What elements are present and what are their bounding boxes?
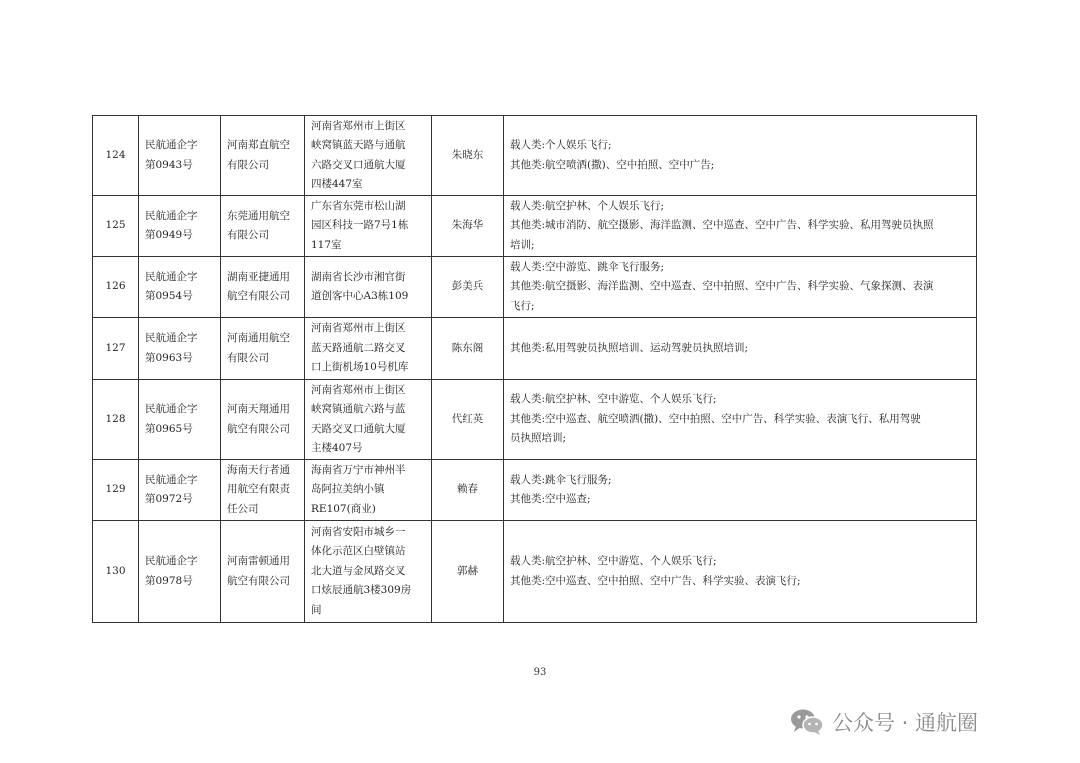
license-line: 民航通企字 <box>145 473 198 486</box>
address-cell <box>305 196 432 257</box>
company-cell <box>221 257 305 318</box>
license-line: 第0978号 <box>145 574 193 587</box>
license-cell <box>139 116 221 196</box>
address-line: 六路交叉口通航大厦 <box>311 158 406 171</box>
company-cell <box>221 318 305 380</box>
wechat-icon <box>790 708 824 736</box>
address-line: 口炫辰通航3楼309房 <box>311 584 412 597</box>
company-line: 河南通用航空 <box>227 332 290 344</box>
license-cell <box>139 318 221 380</box>
address-line: 广东省东莞市松山湖 <box>311 199 406 212</box>
address-line: 河南省郑州市上街区 <box>311 383 406 396</box>
license-line: 第0954号 <box>145 290 193 302</box>
scope-line: 其他类:城市消防、航空摄影、海洋监测、空中巡查、空中广告、科学实验、私用驾驶员执照 <box>510 219 934 232</box>
company-cell <box>221 196 305 257</box>
scope-line: 飞行; <box>510 299 535 312</box>
company-line: 海南天行者通 <box>227 463 290 476</box>
company-line: 湖南亚捷通用 <box>227 270 290 283</box>
company-line: 任公司 <box>227 502 259 515</box>
representative-cell: 朱晓东 <box>432 116 504 196</box>
company-line: 有限公司 <box>227 158 269 171</box>
table-row <box>93 460 977 521</box>
license-line: 民航通企字 <box>145 555 198 567</box>
address-line: 体化示范区白壁镇站 <box>311 545 406 558</box>
address-cell <box>305 521 432 623</box>
address-line: 天路交叉口通航大厦 <box>311 422 406 435</box>
license-line: 民航通企字 <box>145 403 198 415</box>
license-line: 第0949号 <box>145 229 193 241</box>
representative-cell: 代红英 <box>432 380 504 460</box>
license-line: 第0965号 <box>145 422 193 435</box>
row-number-cell: 130 <box>93 521 139 623</box>
company-cell <box>221 521 305 623</box>
watermark <box>790 706 978 738</box>
representative-cell: 郭赫 <box>432 521 504 623</box>
registry-table-body <box>93 116 977 623</box>
scope-line: 其他类:私用驾驶员执照培训、运动驾驶员执照培训; <box>510 341 749 354</box>
scope-line: 培训; <box>510 238 535 251</box>
scope-cell <box>504 380 977 460</box>
address-line: RE107(商业) <box>311 502 376 515</box>
address-cell <box>305 116 432 196</box>
license-line: 第0972号 <box>145 493 193 505</box>
row-number-cell: 126 <box>93 257 139 318</box>
address-line: 间 <box>311 603 322 616</box>
company-line: 河南郑直航空 <box>227 139 290 151</box>
address-cell <box>305 460 432 521</box>
company-line: 有限公司 <box>227 229 269 241</box>
scope-cell <box>504 116 977 196</box>
scope-line: 载人类:个人娱乐飞行; <box>510 139 612 151</box>
company-cell <box>221 116 305 196</box>
license-line: 民航通企字 <box>145 332 198 344</box>
address-line: 蓝天路通航二路交叉 <box>311 341 406 354</box>
address-line: 河南省郑州市上街区 <box>311 119 406 132</box>
address-cell <box>305 318 432 380</box>
license-line: 民航通企字 <box>145 209 198 222</box>
license-cell <box>139 380 221 460</box>
address-line: 北大道与金凤路交叉 <box>311 564 406 577</box>
license-line: 民航通企字 <box>145 270 198 283</box>
license-line: 第0943号 <box>145 158 193 171</box>
row-number-cell: 124 <box>93 116 139 196</box>
address-line: 道创客中心A3栋109 <box>311 290 409 302</box>
table-row <box>93 196 977 257</box>
watermark-text: 公众号 · 通航圈 <box>832 711 979 735</box>
company-line: 航空有限公司 <box>227 290 290 302</box>
scope-line: 其他类:空中巡查; <box>510 493 591 505</box>
address-cell <box>305 257 432 318</box>
row-number-cell: 125 <box>93 196 139 257</box>
address-line: 口上街机场10号机库 <box>311 361 409 374</box>
representative-cell: 赖春 <box>432 460 504 521</box>
table-row <box>93 116 977 196</box>
company-line: 东莞通用航空 <box>227 209 290 222</box>
representative-cell: 朱海华 <box>432 196 504 257</box>
row-number-cell: 129 <box>93 460 139 521</box>
registry-table <box>92 115 977 623</box>
table-row <box>93 318 977 380</box>
row-number-cell: 127 <box>93 318 139 380</box>
scope-line: 载人类:航空护林、个人娱乐飞行; <box>510 199 665 212</box>
company-cell <box>221 380 305 460</box>
scope-cell <box>504 196 977 257</box>
table-row <box>93 521 977 623</box>
license-line: 第0963号 <box>145 351 193 364</box>
license-cell <box>139 196 221 257</box>
address-line: 园区科技一路7号1栋 <box>311 219 409 232</box>
address-line: 河南省郑州市上街区 <box>311 322 406 335</box>
license-cell <box>139 257 221 318</box>
scope-line: 员执照培训; <box>510 432 567 445</box>
scope-cell <box>504 257 977 318</box>
address-line: 河南省安阳市城乡一 <box>311 525 406 538</box>
address-cell <box>305 380 432 460</box>
address-line: 峡窝镇蓝天路与通航 <box>311 139 406 151</box>
scope-line: 其他类:空中巡查、航空喷洒(撒)、空中拍照、空中广告、科学实验、表演飞行、私用驾驶 <box>510 412 921 425</box>
address-line: 主楼407号 <box>311 442 363 454</box>
scope-cell <box>504 460 977 521</box>
address-line: 峡窝镇通航六路与蓝 <box>311 403 406 415</box>
address-line: 117室 <box>311 238 342 251</box>
company-line: 用航空有限责 <box>227 483 290 496</box>
scope-cell <box>504 318 977 380</box>
row-number-cell: 128 <box>93 380 139 460</box>
company-line: 河南天翔通用 <box>227 403 290 415</box>
address-line: 湖南省长沙市湘官街 <box>311 270 406 283</box>
scope-line: 载人类:航空护林、空中游览、个人娱乐飞行; <box>510 555 717 567</box>
page-number: 93 <box>533 667 547 678</box>
address-line: 四楼447室 <box>311 178 363 190</box>
address-line: 海南省万宁市神州半 <box>311 463 406 476</box>
table-row <box>93 380 977 460</box>
scope-line: 载人类:跳伞飞行服务; <box>510 473 612 486</box>
scope-line: 载人类:航空护林、空中游览、个人娱乐飞行; <box>510 393 717 406</box>
license-cell <box>139 460 221 521</box>
company-cell <box>221 460 305 521</box>
company-line: 航空有限公司 <box>227 422 290 435</box>
address-line: 岛阿拉美纳小镇 <box>311 483 385 496</box>
scope-cell <box>504 521 977 623</box>
representative-cell: 彭美兵 <box>432 257 504 318</box>
scope-line: 其他类:空中巡查、空中拍照、空中广告、科学实验、表演飞行; <box>510 574 801 587</box>
scope-line: 其他类:航空摄影、海洋监测、空中巡查、空中拍照、空中广告、科学实验、气象探测、表演 <box>510 280 934 293</box>
table-row <box>93 257 977 318</box>
representative-cell: 陈东阁 <box>432 318 504 380</box>
company-line: 航空有限公司 <box>227 574 290 587</box>
license-cell <box>139 521 221 623</box>
company-line: 河南雷顿通用 <box>227 555 290 567</box>
license-line: 民航通企字 <box>145 139 198 151</box>
company-line: 有限公司 <box>227 351 269 364</box>
scope-line: 载人类:空中游览、跳伞飞行服务; <box>510 260 665 273</box>
scope-line: 其他类:航空喷洒(撒)、空中拍照、空中广告; <box>510 158 715 171</box>
